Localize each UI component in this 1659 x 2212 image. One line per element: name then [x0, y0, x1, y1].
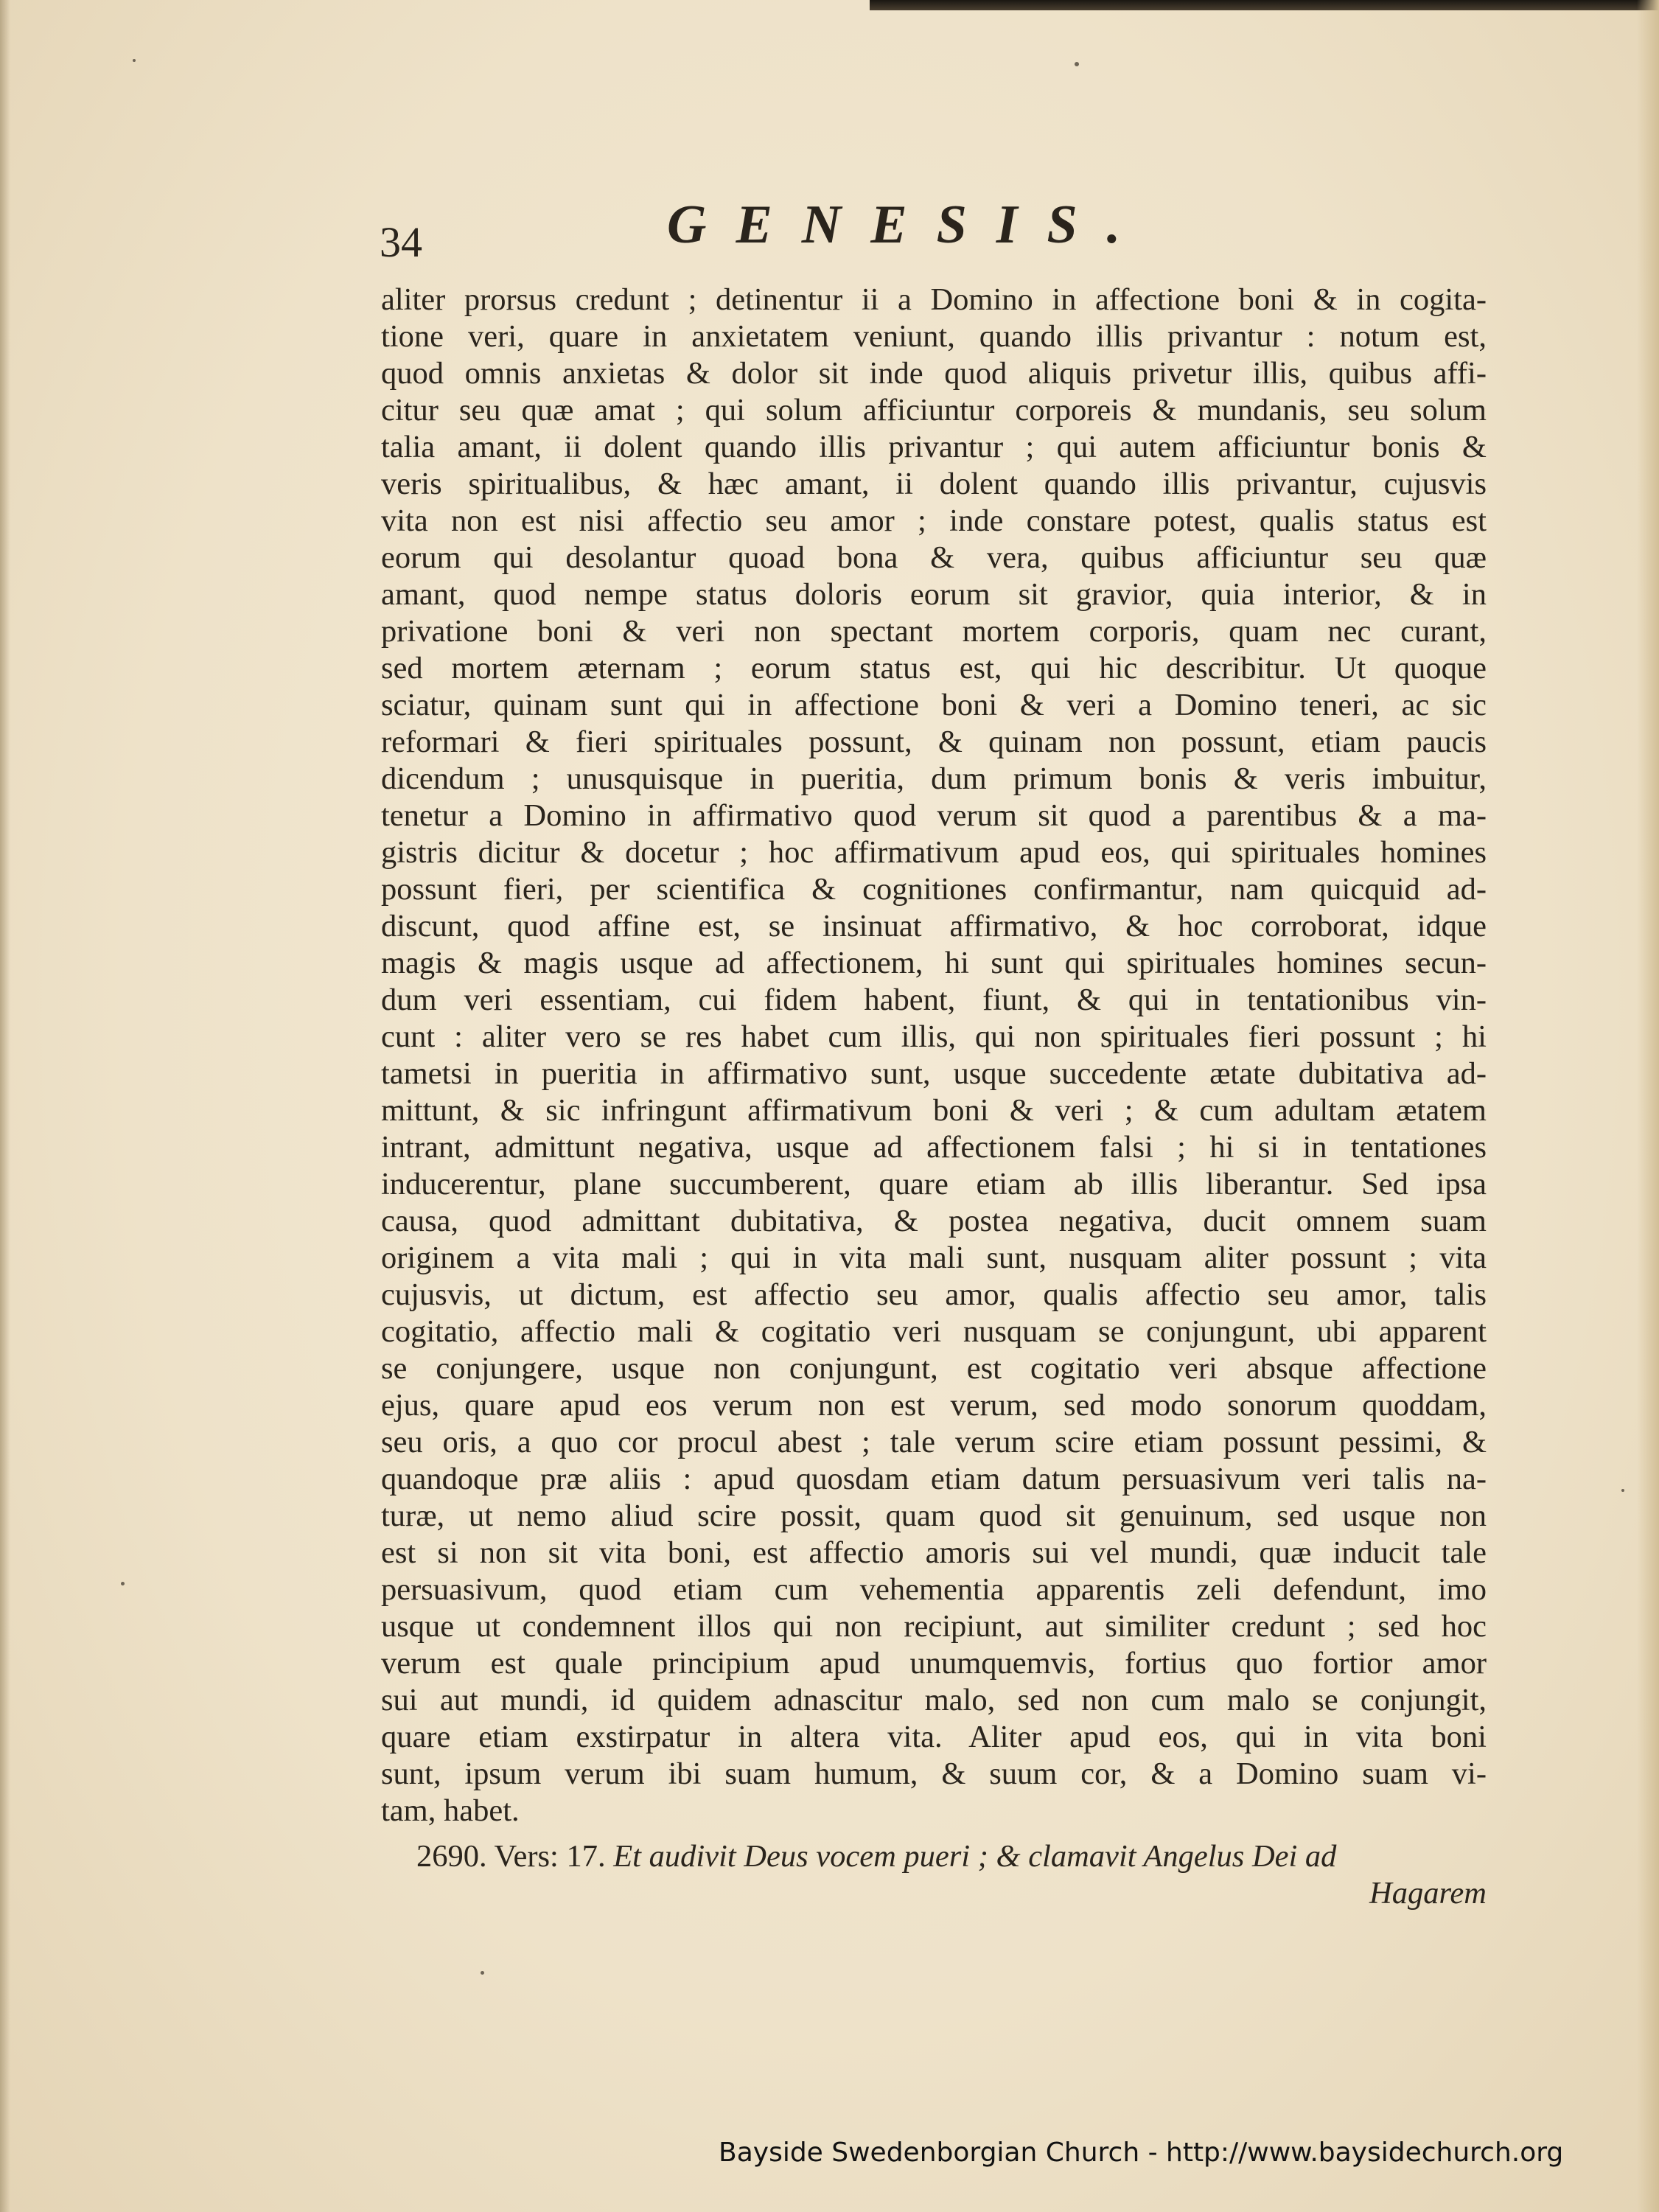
verse-text: Et audivit Deus vocem pueri ; & clamavit Angelus Dei ad [613, 1839, 1337, 1874]
paper-speck [1075, 62, 1079, 66]
footer-credit: Bayside Swedenborgian Church - http://www.baysidechurch.org [719, 2138, 1564, 2168]
text-line: citur seu quæ amat ; qui solum afficiuntur corporeis & mundanis, seu solum [381, 393, 1487, 428]
paper-speck [481, 1971, 484, 1975]
text-line: quare etiam exstirpatur in altera vita. Aliter apud eos, qui in vita boni [381, 1720, 1487, 1754]
verse-entry [381, 1838, 1487, 1912]
text-line: quandoque præ aliis : apud quosdam etiam datum persuasivum veri talis na- [381, 1462, 1487, 1496]
text-line: tenetur a Domino in affirmativo quod verum sit quod a parentibus & a ma- [381, 798, 1487, 833]
verse-reference: Vers: 17. [494, 1839, 606, 1874]
text-line: amant, quod nempe status doloris eorum sit gravior, quia interior, & in [381, 577, 1487, 612]
page-header [380, 193, 1485, 266]
body-paragraph [381, 282, 1487, 1829]
text-line: sed mortem æternam ; eorum status est, qui hic describitur. Ut quoque [381, 651, 1487, 685]
text-line: se conjungere, usque non conjungunt, est cogitatio veri absque affectione [381, 1351, 1487, 1386]
text-line: possunt fieri, per scientifica & cognitiones confirmantur, nam quicquid ad- [381, 872, 1487, 907]
text-line: usque ut condemnent illos qui non recipiunt, aut similiter credunt ; sed hoc [381, 1609, 1487, 1644]
text-line: dum veri essentiam, cui fidem habent, fiunt, & qui in tentationibus vin- [381, 983, 1487, 1017]
page-right-edge [1637, 0, 1659, 2212]
text-line: veris spiritualibus, & hæc amant, ii dolent quando illis privantur, cujusvis [381, 467, 1487, 501]
paper-speck [1621, 1489, 1624, 1492]
text-line: sciatur, quinam sunt qui in affectione boni & veri a Domino teneri, ac sic [381, 688, 1487, 722]
text-line: sunt, ipsum verum ibi suam humum, & suum cor, & a Domino suam vi- [381, 1756, 1487, 1791]
text-line: cujusvis, ut dictum, est affectio seu amor, qualis affectio seu amor, talis [381, 1277, 1487, 1312]
text-line: inducerentur, plane succumberent, quare etiam ab illis liberantur. Sed ipsa [381, 1167, 1487, 1201]
catchword: Hagarem [1369, 1876, 1487, 1911]
text-line: est si non sit vita boni, est affectio amoris sui vel mundi, quæ inducit tale [381, 1535, 1487, 1570]
text-line: eorum qui desolantur quoad bona & vera, quibus afficiuntur seu quæ [381, 540, 1487, 575]
text-line: privatione boni & veri non spectant mortem corporis, quam nec curant, [381, 614, 1487, 649]
text-line: mittunt, & sic infringunt affirmativum boni & veri ; & cum adultam ætatem [381, 1093, 1487, 1128]
page-number: 34 [380, 218, 422, 266]
text-line: turæ, ut nemo aliud scire possit, quam quod sit genuinum, sed usque non [381, 1498, 1487, 1533]
text-line: cogitatio, affectio mali & cogitatio veri nusquam se conjungunt, ubi apparent [381, 1314, 1487, 1349]
text-line: reformari & fieri spirituales possunt, & quinam non possunt, etiam paucis [381, 725, 1487, 759]
paper-speck [133, 59, 136, 62]
text-line: gistris dicitur & docetur ; hoc affirmativum apud eos, qui spirituales homines [381, 835, 1487, 870]
text-line: originem a vita mali ; qui in vita mali sunt, nusquam aliter possunt ; vita [381, 1241, 1487, 1275]
running-title: GENESIS. [667, 195, 1150, 255]
text-line: intrant, admittunt negativa, usque ad affectionem falsi ; hi si in tentationes [381, 1130, 1487, 1165]
text-line: magis & magis usque ad affectionem, hi sunt qui spirituales homines secun- [381, 946, 1487, 980]
text-line: verum est quale principium apud unumquemvis, fortius quo fortior amor [381, 1646, 1487, 1681]
text-line: seu oris, a quo cor procul abest ; tale verum scire etiam possunt pessimi, & [381, 1425, 1487, 1459]
binding-shadow [0, 0, 10, 2212]
text-line: aliter prorsus credunt ; detinentur ii a Domino in affectione boni & in cogita- [381, 282, 1487, 317]
text-line: cunt : aliter vero se res habet cum illis, qui non spirituales fieri possunt ; hi [381, 1019, 1487, 1054]
page-top-edge [870, 0, 1659, 10]
text-line: tam, habet. [381, 1793, 520, 1828]
text-line: dicendum ; unusquisque in pueritia, dum primum bonis & veris imbuitur, [381, 761, 1487, 796]
text-line: talia amant, ii dolent quando illis privantur ; qui autem afficiuntur bonis & [381, 430, 1487, 464]
text-line: persuasivum, quod etiam cum vehementia apparentis zeli defendunt, imo [381, 1572, 1487, 1607]
verse-number: 2690. [416, 1839, 487, 1874]
text-line: tametsi in pueritia in affirmativo sunt, usque succedente ætate dubitativa ad- [381, 1056, 1487, 1091]
text-line: quod omnis anxietas & dolor sit inde quod aliquis privetur illis, quibus affi- [381, 356, 1487, 391]
text-line: tione veri, quare in anxietatem veniunt, quando illis privantur : notum est, [381, 319, 1487, 354]
paper-speck [121, 1582, 125, 1585]
text-line: ejus, quare apud eos verum non est verum, sed modo sonorum quoddam, [381, 1388, 1487, 1423]
verse-line [381, 1838, 1487, 1875]
text-line: causa, quod admittant dubitativa, & postea negativa, ducit omnem suam [381, 1204, 1487, 1238]
text-line: sui aut mundi, id quidem adnascitur malo, sed non cum malo se conjungit, [381, 1683, 1487, 1717]
text-line: vita non est nisi affectio seu amor ; inde constare potest, qualis status est [381, 503, 1487, 538]
text-line: discunt, quod affine est, se insinuat affirmativo, & hoc corroborat, idque [381, 909, 1487, 943]
